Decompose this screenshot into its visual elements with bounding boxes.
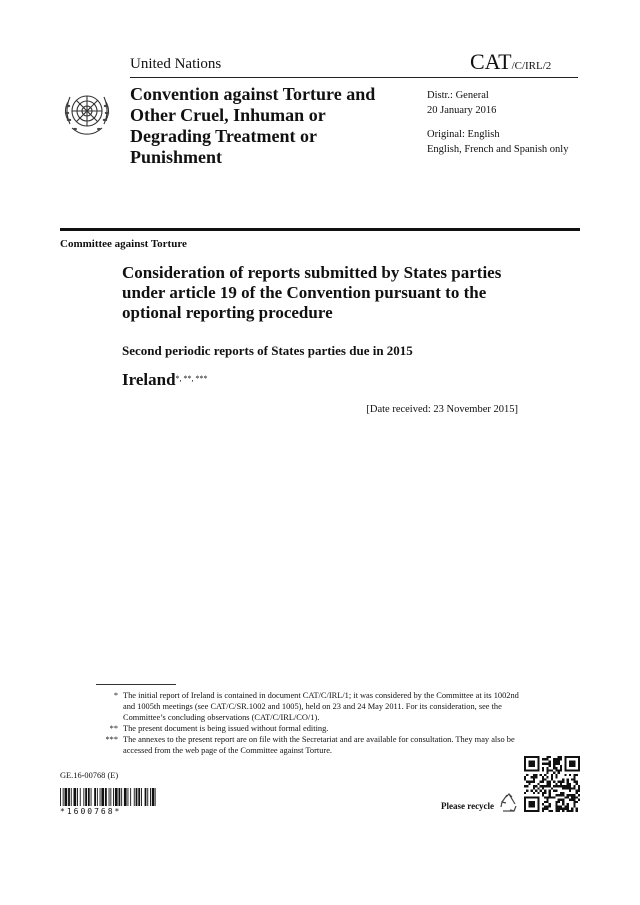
country-heading: [122, 370, 208, 390]
footnote-text: The annexes to the present report are on file with the Secretariat and are available for consultation. They may also be accessed from the web page of the Committee against Torture.: [123, 735, 515, 755]
footnote-rule: [96, 684, 176, 685]
original-language: Original: English: [427, 129, 500, 140]
distribution-type: Distr.: General: [427, 90, 489, 101]
organization-name: United Nations: [130, 56, 222, 72]
footnotes: [92, 690, 522, 756]
footnote-mark: **: [109, 724, 118, 733]
footnote-marks: *, **, ***: [175, 374, 208, 383]
title-rule: [60, 228, 580, 231]
distribution-date: 20 January 2016: [427, 105, 497, 116]
symbol-main: CAT: [470, 49, 512, 74]
languages: English, French and Spanish only: [427, 144, 569, 155]
footnote-item: [92, 690, 522, 723]
footnote-text: The initial report of Ireland is contained in document CAT/C/IRL/1; it was considered by the Committee at its 1002nd and 1005th meetings (see CAT/C/SR.1002 and 1005), held on 23 and 24 May 2011. For its consideration, see the Committee’s concluding observations (CAT/C/IRL/CO/1).: [123, 691, 519, 722]
date-received: [Date received: 23 November 2015]: [366, 404, 518, 415]
footnote-item: [92, 734, 522, 756]
job-number: GE.16-00768 (E): [60, 771, 119, 780]
footnote-item: [92, 723, 522, 734]
footnote-mark: ***: [105, 735, 118, 744]
qr-code-icon: [524, 756, 580, 812]
recycle-icon: [498, 792, 520, 814]
main-title: Consideration of reports submitted by States parties under article 19 of the Convention pursuant to the optional reporting procedure: [122, 263, 502, 322]
distribution-block: [427, 88, 568, 157]
convention-title: Convention against Torture and Other Cruel, Inhuman or Degrading Treatment or Punishment: [130, 84, 376, 167]
country-name: Ireland: [122, 370, 176, 389]
recycle-text: Please recycle: [441, 801, 495, 811]
un-emblem-icon: [60, 84, 114, 138]
subtitle: Second periodic reports of States parties due in 2015: [122, 343, 413, 358]
barcode-icon: [60, 788, 156, 806]
header-rule: [130, 77, 578, 78]
committee-name: Committee against Torture: [60, 238, 187, 250]
footnote-text: The present document is being issued without formal editing.: [123, 724, 329, 733]
document-symbol: [470, 49, 551, 75]
barcode-number: *1600768*: [60, 807, 122, 816]
footnote-mark: *: [113, 691, 118, 700]
symbol-suffix: /C/IRL/2: [511, 60, 552, 72]
